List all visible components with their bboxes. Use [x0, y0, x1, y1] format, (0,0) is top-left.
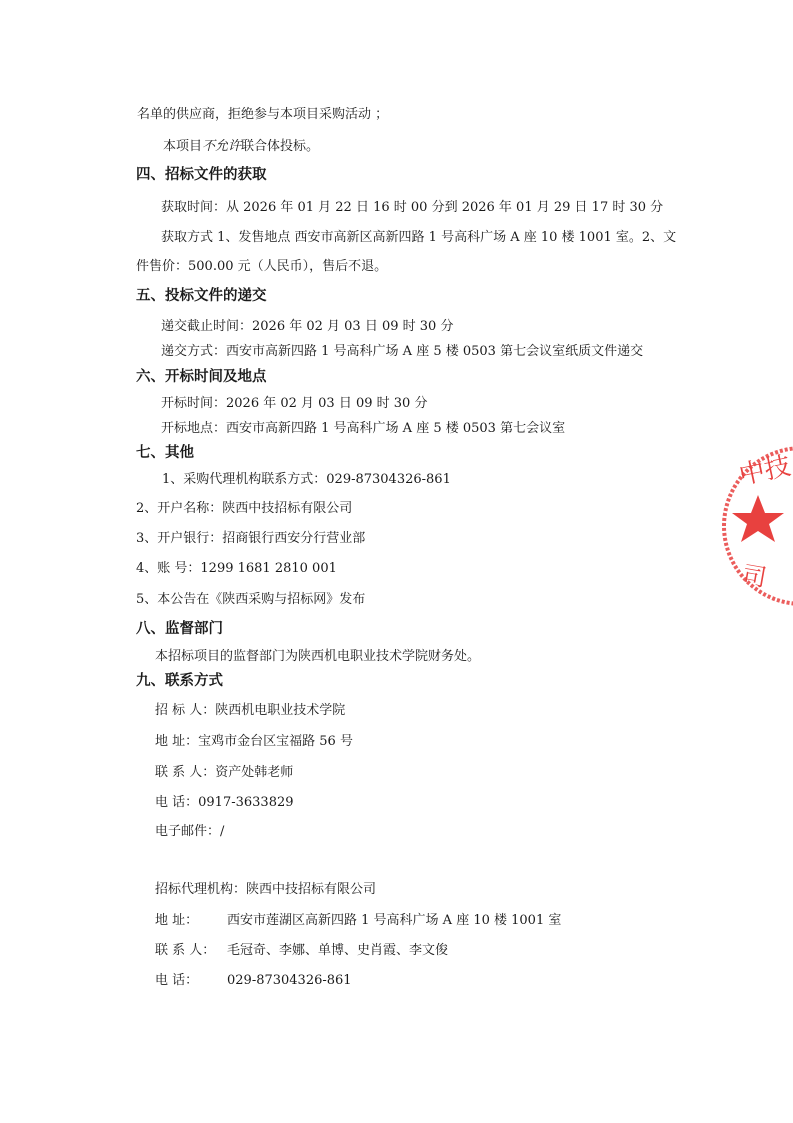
buyer-contact-label: 联 系 人： — [155, 765, 216, 780]
buyer-name-label: 招 标 人： — [155, 703, 216, 718]
agency-contact-label: 联 系 人： — [155, 943, 216, 958]
s6-place: 开标地点：西安市高新四路 1 号高科广场 A 座 5 楼 0503 第七会议室 — [161, 421, 566, 436]
agency-name: 陕西中技招标有限公司 — [246, 882, 377, 897]
seal-star-icon — [732, 495, 784, 542]
s7-item-1: 1、采购代理机构联系方式：029-87304326-861 — [162, 472, 451, 487]
agency-address-label: 地 址： — [155, 913, 199, 928]
buyer-email-label: 电子邮件： — [155, 824, 221, 839]
s7-item-2: 2、开户名称：陕西中技招标有限公司 — [136, 501, 353, 516]
agency-tel: 029-87304326-861 — [227, 973, 352, 988]
seal-text-top: 中技 — [736, 451, 793, 492]
section-4-heading: 四、招标文件的获取 — [136, 167, 267, 183]
buyer-tel: 0917-3633829 — [198, 795, 294, 810]
s4-time: 获取时间：从 2026 年 01 月 22 日 16 时 00 分到 2026 年 01 月 29 日 17 时 30 分 — [161, 200, 664, 215]
intro-line-1: 名单的供应商，拒绝参与本项目采购活动 ； — [137, 107, 389, 122]
buyer-contact: 资产处韩老师 — [215, 765, 294, 780]
section-7-heading: 七、其他 — [136, 445, 194, 461]
s5-method: 递交方式：西安市高新四路 1 号高科广场 A 座 5 楼 0503 第七会议室纸质文件递交 — [161, 344, 644, 359]
company-seal — [722, 438, 793, 614]
s8-text: 本招标项目的监督部门为陕西机电职业技术学院财务处。 — [155, 649, 481, 664]
agency-contact-row — [155, 942, 448, 960]
section-9-heading: 九、联系方式 — [136, 673, 223, 689]
buyer-email-row — [155, 823, 224, 841]
intro-line-2-suffix: 联合体投标。 — [241, 139, 320, 154]
s7-item-5: 5、本公告在《陕西采购与招标网》发布 — [136, 592, 366, 607]
seal-graphic — [722, 438, 793, 614]
buyer-address: 宝鸡市金台区宝福路 56 号 — [198, 734, 353, 749]
buyer-tel-label: 电 话： — [155, 795, 199, 810]
buyer-tel-row — [155, 794, 294, 812]
agency-address-row — [155, 912, 561, 930]
intro-line-2 — [163, 138, 319, 156]
intro-line-2-prefix: 本项目 — [163, 139, 203, 154]
buyer-email: / — [220, 824, 225, 839]
buyer-name: 陕西机电职业技术学院 — [215, 703, 346, 718]
buyer-address-label: 地 址： — [155, 734, 199, 749]
s7-item-4: 4、账 号：1299 1681 2810 001 — [136, 561, 337, 576]
agency-address: 西安市莲湖区高新四路 1 号高科广场 A 座 10 楼 1001 室 — [227, 913, 562, 928]
section-6-heading: 六、开标时间及地点 — [136, 369, 267, 385]
section-8-heading: 八、监督部门 — [136, 621, 223, 637]
buyer-name-row — [155, 702, 345, 720]
agency-tel-label: 电 话： — [155, 973, 199, 988]
seal-text-bottom: 司 — [740, 560, 769, 593]
s5-deadline: 递交截止时间：2026 年 02 月 03 日 09 时 30 分 — [161, 319, 454, 334]
agency-name-label: 招标代理机构： — [155, 882, 247, 897]
s4-price: 件售价：500.00 元（人民币），售后不退。 — [136, 259, 388, 274]
buyer-address-row — [155, 733, 353, 751]
section-5-heading: 五、投标文件的递交 — [136, 288, 267, 304]
agency-name-row — [155, 881, 376, 899]
s7-item-3: 3、开户银行：招商银行西安分行营业部 — [136, 531, 366, 546]
buyer-contact-row — [155, 764, 293, 782]
s4-method: 获取方式 1、发售地点 西安市高新区高新四路 1 号高科广场 A 座 10 楼 1001 室。2、文 — [161, 230, 677, 245]
agency-contact: 毛冠奇、李娜、单博、史肖霞、李文俊 — [227, 943, 449, 958]
agency-tel-row — [155, 972, 352, 990]
s6-time: 开标时间：2026 年 02 月 03 日 09 时 30 分 — [161, 396, 428, 411]
intro-line-2-emphasis: 不允许 — [202, 139, 242, 154]
